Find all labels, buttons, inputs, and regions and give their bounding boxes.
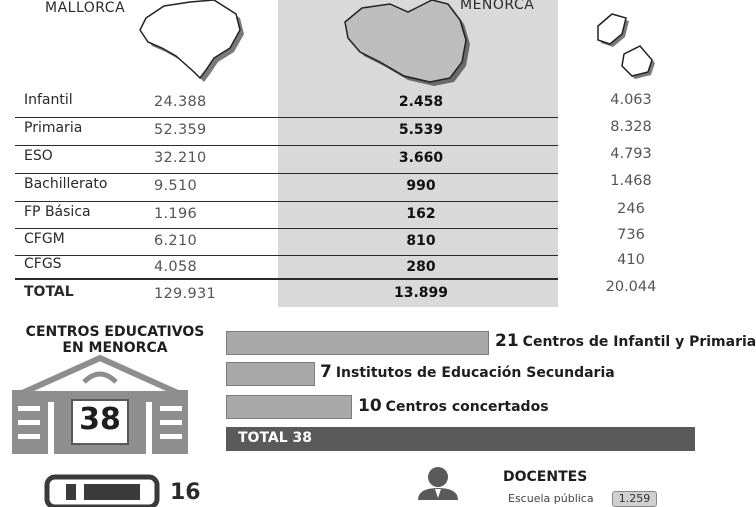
bar-label-institutos — [320, 362, 615, 382]
menorca-map — [345, 0, 470, 86]
menorca-value: 810 — [406, 233, 436, 249]
menorca-value: 2.458 — [398, 94, 444, 110]
bar-num: 21 — [495, 331, 519, 351]
teacher-person-icon — [416, 466, 460, 500]
total-label: TOTAL — [24, 284, 74, 300]
ibiza-value: 4.063 — [610, 92, 652, 108]
row-divider — [15, 145, 558, 146]
row-label: ESO — [24, 148, 53, 164]
mallorca-map — [140, 0, 244, 82]
menorca-value: 3.660 — [398, 150, 444, 166]
docentes-title: DOCENTES — [503, 469, 588, 485]
row-divider — [15, 201, 558, 202]
centros-title — [15, 324, 215, 356]
bar-label-concertados — [358, 396, 549, 416]
bar-num: 10 — [358, 396, 382, 416]
centros-title-line1: CENTROS EDUCATIVOS — [25, 324, 205, 340]
mallorca-label: MALLORCA — [45, 0, 126, 16]
ibiza-value: 4.793 — [610, 146, 652, 162]
bar-infantil-primaria — [226, 331, 489, 355]
menorca-value: 5.539 — [398, 122, 444, 138]
bar-num: 7 — [320, 362, 332, 382]
ibiza-value: 8.328 — [610, 119, 652, 135]
building-number: 38 — [79, 402, 121, 437]
menorca-total: 13.899 — [393, 285, 449, 301]
row-label: CFGS — [24, 256, 62, 272]
menorca-label: MENORCA — [460, 0, 535, 13]
mallorca-value: 4.058 — [154, 259, 198, 275]
row-divider — [15, 228, 558, 229]
mallorca-total: 129.931 — [154, 286, 217, 302]
row-label: CFGM — [24, 231, 65, 247]
row-divider — [15, 173, 558, 174]
mallorca-value: 24.388 — [154, 94, 207, 110]
bar-text: Centros de Infantil y Primaria — [522, 334, 756, 350]
row-divider — [15, 278, 558, 280]
bar-label-infantil-primaria — [495, 331, 756, 351]
row-label: Infantil — [24, 92, 73, 108]
mallorca-value: 6.210 — [154, 233, 198, 249]
bar-text: Institutos de Educación Secundaria — [335, 365, 615, 381]
device-icon — [44, 474, 160, 500]
total-bar-label: TOTAL 38 — [238, 430, 313, 446]
docentes-row-label: Escuela pública — [508, 492, 594, 505]
ibiza-value: 1.468 — [610, 173, 652, 189]
mallorca-value: 9.510 — [154, 178, 198, 194]
row-divider — [15, 117, 558, 118]
mallorca-value: 32.210 — [154, 150, 207, 166]
row-label: Primaria — [24, 120, 83, 136]
total-bar — [226, 427, 695, 451]
ibiza-value: 410 — [617, 252, 645, 268]
row-label: Bachillerato — [24, 176, 108, 192]
bar-concertados — [226, 395, 352, 419]
row-divider — [15, 255, 558, 256]
centros-title-line2: EN MENORCA — [62, 340, 168, 356]
ibiza-value: 736 — [617, 227, 645, 243]
mallorca-value: 1.196 — [154, 206, 198, 222]
mallorca-value: 52.359 — [154, 122, 207, 138]
bar-text: Centros concertados — [385, 399, 549, 415]
bar-institutos — [226, 362, 315, 386]
ibiza-map — [598, 14, 655, 79]
ibiza-total: 20.044 — [605, 279, 657, 295]
row-label: FP Básica — [24, 204, 91, 220]
ibiza-value: 246 — [617, 201, 645, 217]
menorca-value: 990 — [406, 178, 436, 194]
docentes-value-badge: 1.259 — [612, 491, 657, 507]
menorca-value: 280 — [406, 259, 436, 275]
menorca-value: 162 — [406, 206, 436, 222]
bottom-left-number: 16 — [170, 480, 201, 505]
